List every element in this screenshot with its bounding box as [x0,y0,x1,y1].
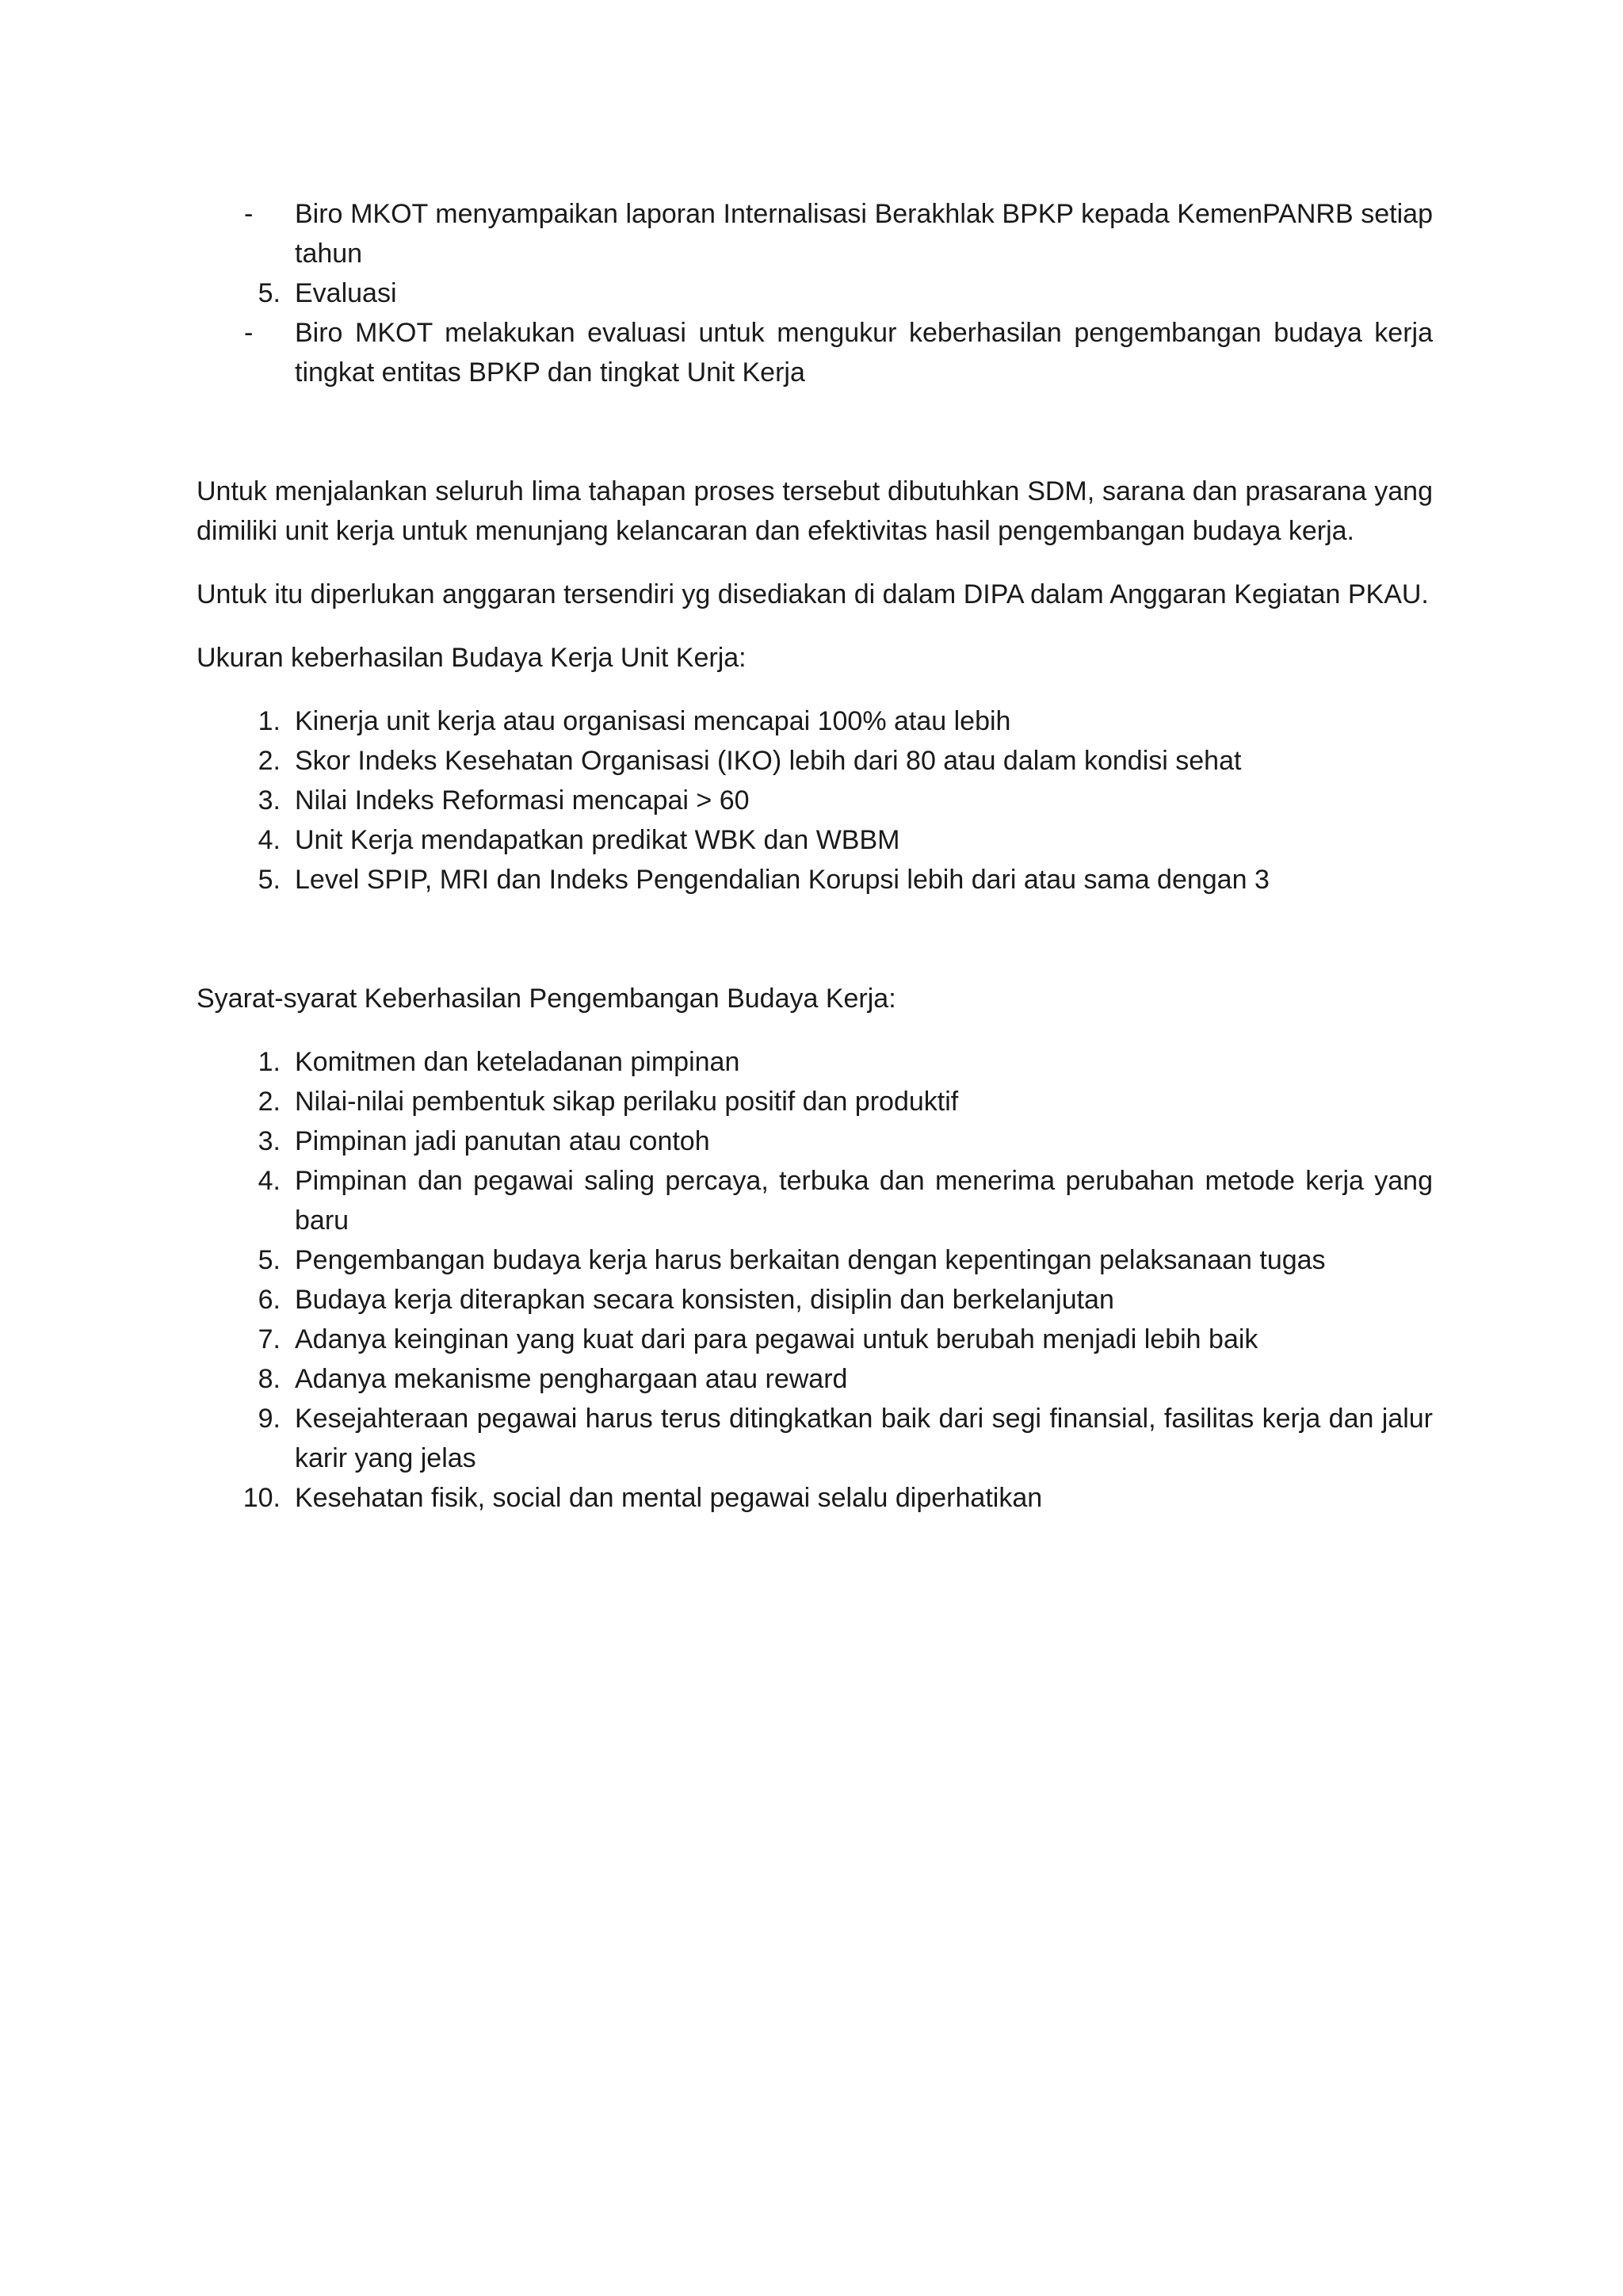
list-item [197,1161,1433,1240]
number-marker: 8. [258,1364,281,1394]
number-marker: 5. [258,278,281,308]
list-item [197,1399,1433,1478]
spacer [197,551,1433,575]
list-item-text: Adanya keinginan yang kuat dari para pegawai untuk berubah menjadi lebih baik [295,1324,1258,1354]
list-item-text: Biro MKOT melakukan evaluasi untuk mengukur keberhasilan pengembangan budaya kerja tingkat entitas BPKP dan tingkat Unit Kerja [295,318,1433,388]
number-marker: 6. [258,1285,281,1315]
list-item [197,741,1433,781]
number-marker: 1. [258,1047,281,1077]
list-item [197,1240,1433,1280]
list-item [197,273,1433,313]
number-marker: 7. [258,1324,281,1354]
list-item-text: Nilai Indeks Reformasi mencapai > 60 [295,785,750,816]
list-item [197,1320,1433,1359]
top-list [197,194,1433,392]
list-item [197,1042,1433,1082]
list-item-text: Nilai-nilai pembentuk sikap perilaku positif dan produktif [295,1087,959,1117]
list-item [197,701,1433,741]
number-marker: 4. [258,1166,281,1196]
list-item-text: Komitmen dan keteladanan pimpinan [295,1047,740,1077]
number-marker: 3. [258,785,281,816]
list-item-text: Skor Indeks Kesehatan Organisasi (IKO) lebih dari 80 atau dalam kondisi sehat [295,746,1242,776]
list-item-text: Kesehatan fisik, social dan mental pegawai selalu diperhatikan [295,1483,1043,1513]
syarat-list [197,1042,1433,1518]
ukuran-heading: Ukuran keberhasilan Budaya Kerja Unit Kerja: [197,643,747,673]
dash-marker: - [244,318,254,348]
list-item-text: Evaluasi [295,278,397,308]
list-item-text: Biro MKOT menyampaikan laporan Internalisasi Berakhlak BPKP kepada KemenPANRB setiap tahun [295,199,1433,269]
number-marker: 10. [242,1483,281,1513]
list-item-text: Unit Kerja mendapatkan predikat WBK dan WBBM [295,825,900,855]
list-item-text: Pimpinan dan pegawai saling percaya, terbuka dan menerima perubahan metode kerja yang baru [295,1166,1433,1236]
list-item [197,1280,1433,1320]
spacer [197,614,1433,638]
paragraph-budget: Untuk itu diperlukan anggaran tersendiri yg disediakan di dalam DIPA dalam Anggaran Kegiatan PKAU. [197,579,1429,609]
spacer [197,1018,1433,1042]
list-item-text: Adanya mekanisme penghargaan atau reward [295,1364,848,1394]
ukuran-list [197,701,1433,900]
spacer [197,900,1433,979]
number-marker: 9. [258,1404,281,1434]
number-marker: 1. [258,706,281,736]
list-item [197,1359,1433,1399]
document-content [197,194,1433,1518]
list-item [197,1121,1433,1161]
number-marker: 4. [258,825,281,855]
list-item [197,194,1433,273]
list-item-text: Pengembangan budaya kerja harus berkaitan dengan kepentingan pelaksanaan tugas [295,1245,1326,1275]
syarat-heading: Syarat-syarat Keberhasilan Pengembangan Budaya Kerja: [197,984,896,1014]
list-item [197,781,1433,820]
list-item [197,820,1433,860]
spacer [197,678,1433,701]
list-item-text: Level SPIP, MRI dan Indeks Pengendalian Korupsi lebih dari atau sama dengan 3 [295,865,1270,895]
number-marker: 2. [258,746,281,776]
number-marker: 3. [258,1126,281,1156]
list-item-text: Kesejahteraan pegawai harus terus ditingkatkan baik dari segi finansial, fasilitas kerja dan jalur karir yang jelas [295,1404,1433,1473]
number-marker: 2. [258,1087,281,1117]
list-item-text: Pimpinan jadi panutan atau contoh [295,1126,710,1156]
paragraph-resources: Untuk menjalankan seluruh lima tahapan proses tersebut dibutuhkan SDM, sarana dan prasarana yang dimiliki unit kerja untuk menunjang kelancaran dan efektivitas hasil pengembangan budaya kerja. [197,476,1433,546]
list-item [197,313,1433,392]
number-marker: 5. [258,1245,281,1275]
list-item [197,1478,1433,1518]
list-item [197,1082,1433,1121]
spacer [197,392,1433,472]
list-item-text: Budaya kerja diterapkan secara konsisten, disiplin dan berkelanjutan [295,1285,1114,1315]
list-item-text: Kinerja unit kerja atau organisasi mencapai 100% atau lebih [295,706,1011,736]
list-item [197,860,1433,900]
number-marker: 5. [258,865,281,895]
dash-marker: - [244,199,254,229]
